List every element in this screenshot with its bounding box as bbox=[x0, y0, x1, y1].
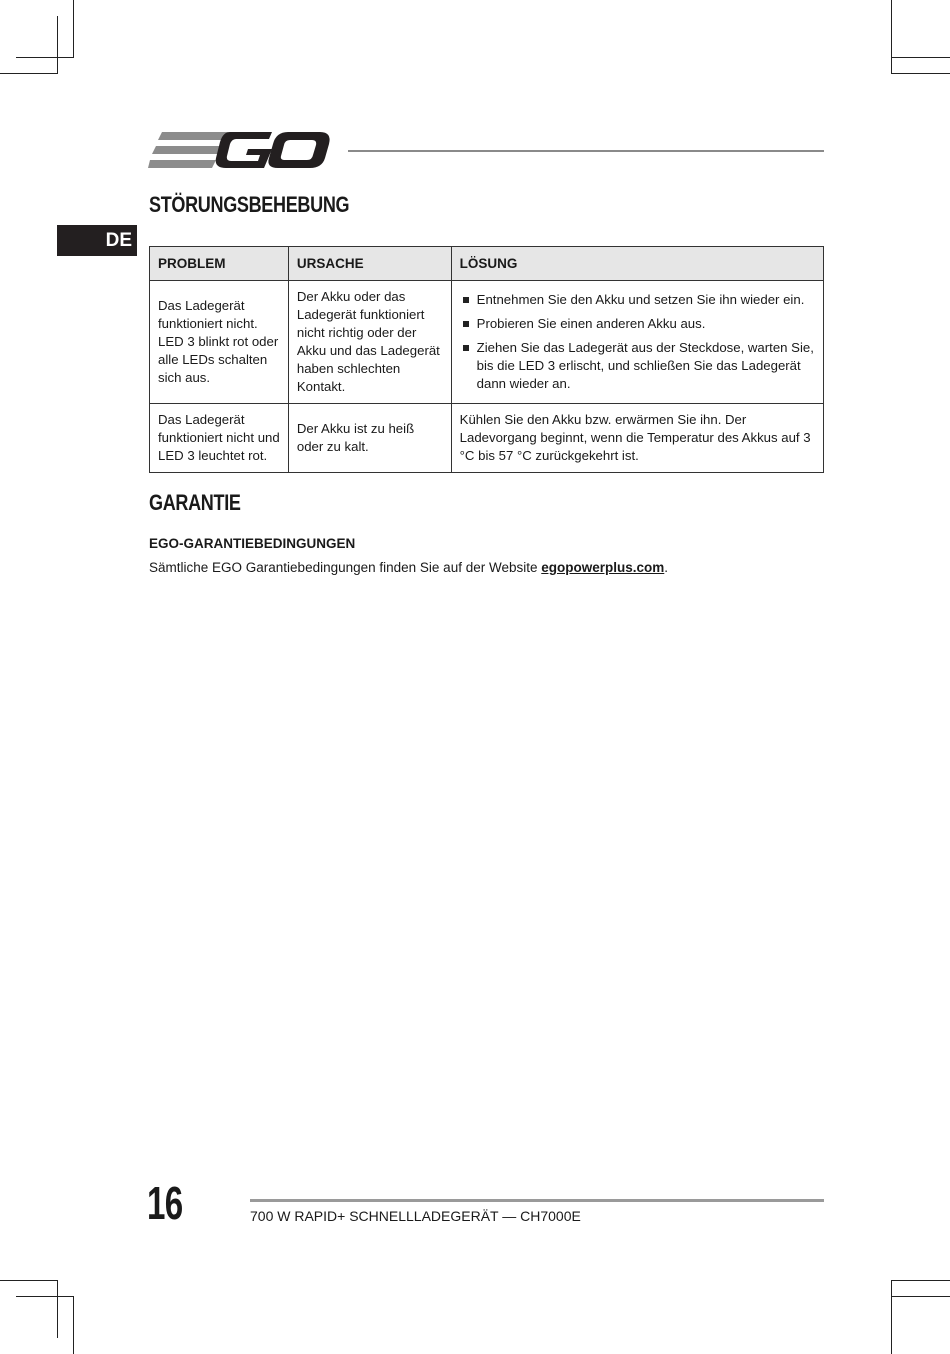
solution-item bbox=[460, 315, 815, 333]
logo-g bbox=[216, 132, 272, 168]
crop-mark bbox=[0, 73, 57, 74]
warranty-text bbox=[149, 560, 668, 575]
crop-mark bbox=[891, 1280, 950, 1281]
crop-mark bbox=[73, 0, 74, 58]
crop-mark bbox=[891, 57, 950, 58]
table-header-problem: PROBLEM bbox=[150, 247, 289, 281]
warranty-title: GARANTIE bbox=[149, 490, 241, 515]
crop-mark bbox=[891, 0, 892, 74]
problem-cell: Das Ladegerät funktioniert nicht und LED 3 leuchtet rot. bbox=[150, 404, 289, 473]
warranty-link[interactable]: egopowerplus.com bbox=[541, 560, 665, 575]
problem-cell: Das Ladegerät funktioniert nicht. LED 3 blinkt rot oder alle LEDs schalten sich aus. bbox=[150, 281, 289, 404]
footer-product-title: 700 W RAPID+ SCHNELLLADEGERÄT — CH7000E bbox=[250, 1208, 581, 1224]
solution-text: Probieren Sie einen anderen Akku aus. bbox=[476, 316, 706, 331]
troubleshooting-table bbox=[149, 246, 824, 473]
warranty-text-after: . bbox=[664, 560, 669, 575]
logo-o bbox=[268, 132, 329, 168]
warranty-text-before: Sämtliche EGO Garantiebedingungen finden Sie auf der Website bbox=[149, 560, 542, 575]
footer-rule bbox=[250, 1199, 824, 1202]
crop-mark bbox=[891, 1280, 892, 1354]
crop-mark bbox=[57, 16, 58, 74]
cause-cell: Der Akku oder das Ladegerät funktioniert nicht richtig oder der Akku und das Ladegerät haben schlechten Kontakt. bbox=[288, 281, 451, 404]
troubleshooting-title: STÖRUNGSBEHEBUNG bbox=[149, 192, 350, 217]
crop-mark bbox=[0, 1280, 57, 1281]
table-header-solution: LÖSUNG bbox=[451, 247, 823, 281]
table-header-cause: URSACHE bbox=[288, 247, 451, 281]
bullet-square-icon bbox=[463, 297, 469, 303]
solution-text: Entnehmen Sie den Akku und setzen Sie ihn wieder ein. bbox=[476, 292, 805, 307]
warranty-subtitle: EGO-GARANTIEBEDINGUNGEN bbox=[149, 536, 356, 551]
page-number: 16 bbox=[147, 1177, 183, 1229]
crop-mark bbox=[16, 1296, 73, 1297]
cause-cell: Der Akku ist zu heiß oder zu kalt. bbox=[288, 404, 451, 473]
table-row bbox=[150, 281, 824, 404]
solution-item bbox=[460, 291, 815, 309]
solution-cell bbox=[451, 281, 823, 404]
header-rule bbox=[348, 150, 824, 152]
solution-text: Ziehen Sie das Ladegerät aus der Steckdose, warten Sie, bis die LED 3 erlischt, und schließen Sie das Ladegerät dann wieder an. bbox=[476, 340, 814, 391]
crop-mark bbox=[891, 1296, 950, 1297]
crop-mark bbox=[16, 57, 73, 58]
solution-list bbox=[460, 291, 815, 393]
solution-cell: Kühlen Sie den Akku bzw. erwärmen Sie ihn. Der Ladevorgang beginnt, wenn die Temperatur des Akkus auf 3 °C bis 57 °C zurückgekehrt ist. bbox=[451, 404, 823, 473]
bullet-square-icon bbox=[463, 321, 469, 327]
crop-mark bbox=[891, 73, 950, 74]
logo-e-bar-top bbox=[158, 132, 228, 140]
ego-logo bbox=[148, 128, 332, 172]
crop-mark bbox=[57, 1280, 58, 1338]
bullet-square-icon bbox=[463, 345, 469, 351]
logo-e-bar-bottom bbox=[148, 160, 216, 168]
crop-mark bbox=[73, 1296, 74, 1354]
solution-item bbox=[460, 339, 815, 393]
language-tab: DE bbox=[57, 225, 137, 256]
table-row bbox=[150, 404, 824, 473]
logo-e-bar-mid bbox=[152, 146, 222, 154]
